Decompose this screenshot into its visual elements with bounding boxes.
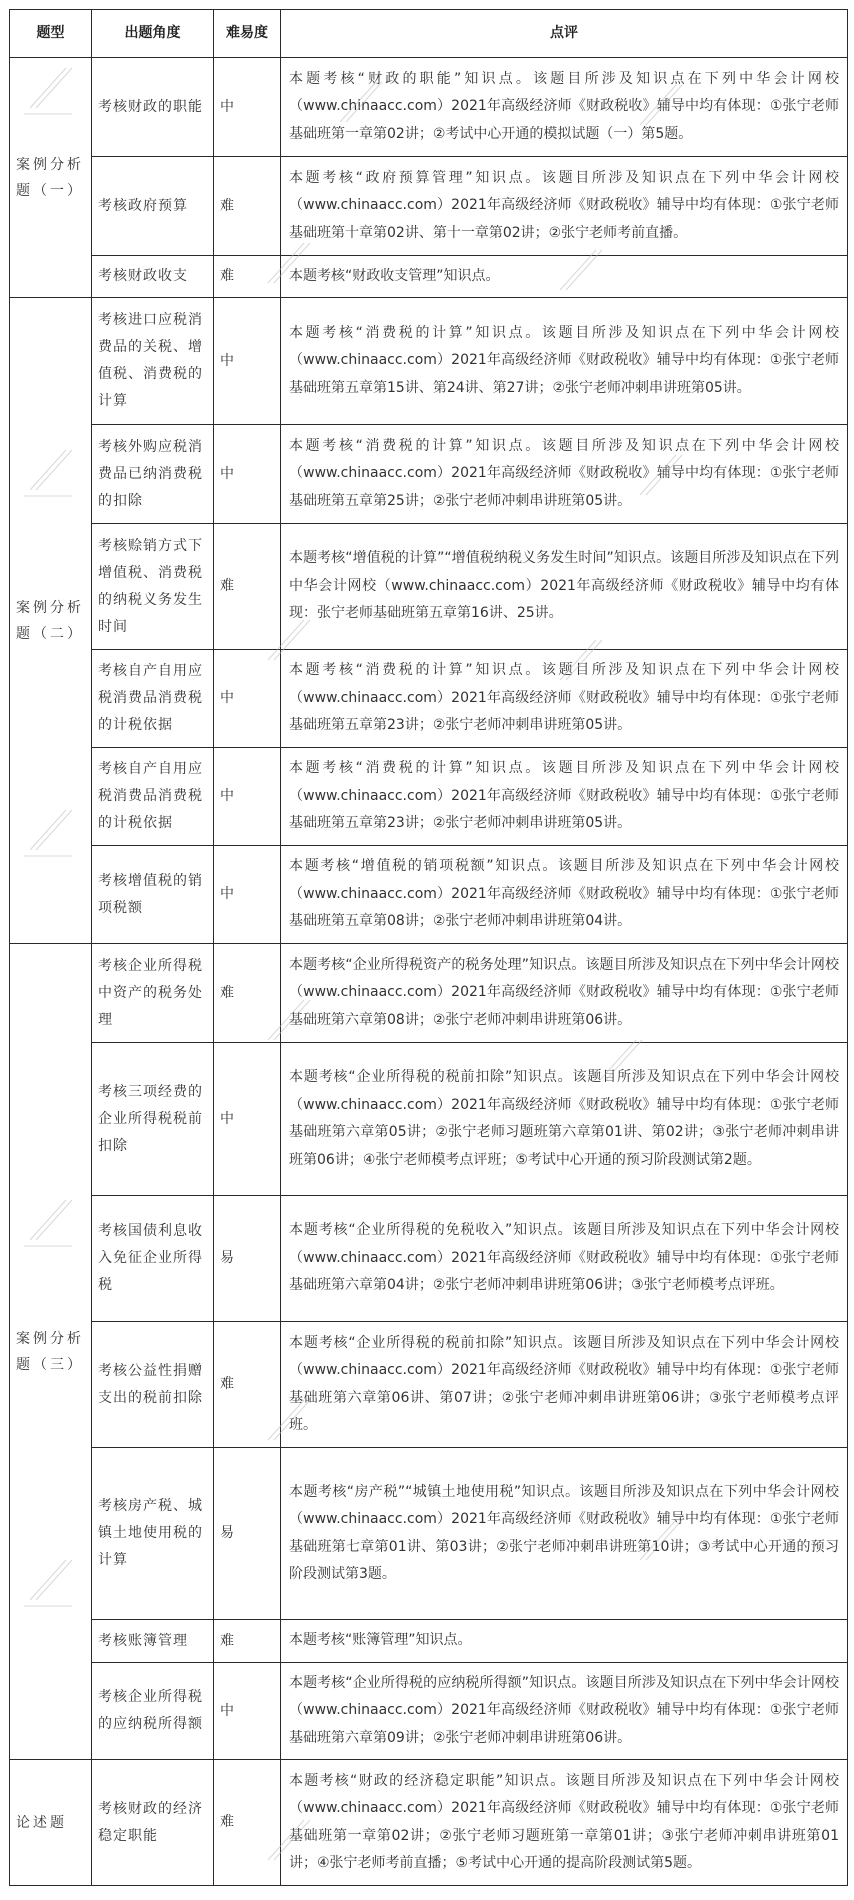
difficulty-cell: 中: [214, 846, 281, 944]
comment-cell: 本题考核“企业所得税的免税收入”知识点。该题目所涉及知识点在下列中华会计网校（www.chinaacc.com）2021年高级经济师《财政税收》辅导中均有体现：①张宁老师基础班第六章第04讲；②张宁老师冲刺串讲班第06讲；③张宁老师模考点评班。: [281, 1196, 848, 1322]
header-type: 题型: [10, 10, 92, 58]
analysis-table: [9, 9, 848, 1886]
angle-cell: 考核企业所得税的应纳税所得额: [92, 1663, 214, 1760]
table-row: [10, 1760, 848, 1886]
table-row: [10, 524, 848, 650]
difficulty-cell: 难: [214, 157, 281, 256]
table-row: [10, 650, 848, 748]
angle-cell: 考核国债利息收入免征企业所得税: [92, 1196, 214, 1322]
comment-cell: 本题考核“企业所得税的税前扣除”知识点。该题目所涉及知识点在下列中华会计网校（www.chinaacc.com）2021年高级经济师《财政税收》辅导中均有体现：①张宁老师基础班第六章第05讲；②张宁老师习题班第六章第01讲、第02讲；③张宁老师冲刺串讲班第06讲；④张宁老师模考点评班；⑤考试中心开通的预习阶段测试第2题。: [281, 1043, 848, 1196]
comment-cell: 本题考核“账簿管理”知识点。: [281, 1620, 848, 1663]
comment-cell: 本题考核“消费税的计算”知识点。该题目所涉及知识点在下列中华会计网校（www.chinaacc.com）2021年高级经济师《财政税收》辅导中均有体现：①张宁老师基础班第五章第15讲、第24讲、第27讲；②张宁老师冲刺串讲班第05讲。: [281, 298, 848, 425]
table-row: [10, 1620, 848, 1663]
angle-cell: 考核财政收支: [92, 256, 214, 298]
difficulty-cell: 难: [214, 256, 281, 298]
table-row: [10, 1196, 848, 1322]
table-row: [10, 846, 848, 944]
difficulty-cell: 难: [214, 1620, 281, 1663]
question-type-cell: 案例分析题（三）: [10, 944, 92, 1760]
angle-cell: 考核三项经费的企业所得税税前扣除: [92, 1043, 214, 1196]
difficulty-cell: 难: [214, 1760, 281, 1886]
comment-cell: 本题考核“消费税的计算”知识点。该题目所涉及知识点在下列中华会计网校（www.chinaacc.com）2021年高级经济师《财政税收》辅导中均有体现：①张宁老师基础班第五章第23讲；②张宁老师冲刺串讲班第05讲。: [281, 748, 848, 846]
comment-cell: 本题考核“企业所得税的税前扣除”知识点。该题目所涉及知识点在下列中华会计网校（www.chinaacc.com）2021年高级经济师《财政税收》辅导中均有体现：①张宁老师基础班第六章第06讲、第07讲；②张宁老师冲刺串讲班第06讲；③张宁老师模考点评班。: [281, 1322, 848, 1448]
comment-cell: 本题考核“企业所得税的应纳税所得额”知识点。该题目所涉及知识点在下列中华会计网校（www.chinaacc.com）2021年高级经济师《财政税收》辅导中均有体现：①张宁老师基础班第六章第09讲；②张宁老师冲刺串讲班第06讲。: [281, 1663, 848, 1760]
table-row: [10, 425, 848, 524]
table-row: [10, 256, 848, 298]
table-row: [10, 1663, 848, 1760]
difficulty-cell: 难: [214, 944, 281, 1043]
header-angle: 出题角度: [92, 10, 214, 58]
comment-cell: 本题考核“财政收支管理”知识点。: [281, 256, 848, 298]
angle-cell: 考核增值税的销项税额: [92, 846, 214, 944]
table-row: [10, 1043, 848, 1196]
table-row: [10, 157, 848, 256]
angle-cell: 考核财政的经济稳定职能: [92, 1760, 214, 1886]
angle-cell: 考核自产自用应税消费品消费税的计税依据: [92, 650, 214, 748]
difficulty-cell: 中: [214, 58, 281, 157]
difficulty-cell: 难: [214, 524, 281, 650]
table-row: [10, 748, 848, 846]
angle-cell: 考核房产税、城镇土地使用税的计算: [92, 1448, 214, 1620]
comment-cell: 本题考核“房产税”“城镇土地使用税”知识点。该题目所涉及知识点在下列中华会计网校（www.chinaacc.com）2021年高级经济师《财政税收》辅导中均有体现：①张宁老师基础班第七章第01讲、第03讲；②张宁老师冲刺串讲班第10讲；③考试中心开通的预习阶段测试第3题。: [281, 1448, 848, 1620]
difficulty-cell: 易: [214, 1448, 281, 1620]
angle-cell: 考核外购应税消费品已纳消费税的扣除: [92, 425, 214, 524]
table-row: [10, 944, 848, 1043]
table-row: [10, 298, 848, 425]
difficulty-cell: 中: [214, 650, 281, 748]
header-comment: 点评: [281, 10, 848, 58]
difficulty-cell: 中: [214, 1043, 281, 1196]
comment-cell: 本题考核“财政的职能”知识点。该题目所涉及知识点在下列中华会计网校（www.chinaacc.com）2021年高级经济师《财政税收》辅导中均有体现：①张宁老师基础班第一章第02讲；②考试中心开通的模拟试题（一）第5题。: [281, 58, 848, 157]
angle-cell: 考核账簿管理: [92, 1620, 214, 1663]
angle-cell: 考核企业所得税中资产的税务处理: [92, 944, 214, 1043]
table-row: [10, 58, 848, 157]
question-type-cell: 案例分析题（一）: [10, 58, 92, 298]
angle-cell: 考核进口应税消费品的关税、增值税、消费税的计算: [92, 298, 214, 425]
comment-cell: 本题考核“企业所得税资产的税务处理”知识点。该题目所涉及知识点在下列中华会计网校（www.chinaacc.com）2021年高级经济师《财政税收》辅导中均有体现：①张宁老师基础班第六章第08讲；②张宁老师冲刺串讲班第06讲。: [281, 944, 848, 1043]
comment-cell: 本题考核“增值税的销项税额”知识点。该题目所涉及知识点在下列中华会计网校（www.chinaacc.com）2021年高级经济师《财政税收》辅导中均有体现：①张宁老师基础班第五章第08讲；②张宁老师冲刺串讲班第04讲。: [281, 846, 848, 944]
comment-cell: 本题考核“财政的经济稳定职能”知识点。该题目所涉及知识点在下列中华会计网校（www.chinaacc.com）2021年高级经济师《财政税收》辅导中均有体现：①张宁老师基础班第一章第02讲；②张宁老师习题班第一章第01讲；③张宁老师冲刺串讲班第01讲；④张宁老师考前直播；⑤考试中心开通的提高阶段测试第5题。: [281, 1760, 848, 1886]
table-header-row: [10, 10, 848, 58]
difficulty-cell: 中: [214, 298, 281, 425]
difficulty-cell: 中: [214, 1663, 281, 1760]
angle-cell: 考核政府预算: [92, 157, 214, 256]
angle-cell: 考核赊销方式下增值税、消费税的纳税义务发生时间: [92, 524, 214, 650]
comment-cell: 本题考核“政府预算管理”知识点。该题目所涉及知识点在下列中华会计网校（www.chinaacc.com）2021年高级经济师《财政税收》辅导中均有体现：①张宁老师基础班第十章第02讲、第十一章第02讲；②张宁老师考前直播。: [281, 157, 848, 256]
comment-cell: 本题考核“消费税的计算”知识点。该题目所涉及知识点在下列中华会计网校（www.chinaacc.com）2021年高级经济师《财政税收》辅导中均有体现：①张宁老师基础班第五章第23讲；②张宁老师冲刺串讲班第05讲。: [281, 650, 848, 748]
difficulty-cell: 中: [214, 748, 281, 846]
header-difficulty: 难易度: [214, 10, 281, 58]
question-type-cell: 案例分析题（二）: [10, 298, 92, 944]
difficulty-cell: 难: [214, 1322, 281, 1448]
difficulty-cell: 易: [214, 1196, 281, 1322]
question-type-cell: 论述题: [10, 1760, 92, 1886]
difficulty-cell: 中: [214, 425, 281, 524]
comment-cell: 本题考核“增值税的计算”“增值税纳税义务发生时间”知识点。该题目所涉及知识点在下列中华会计网校（www.chinaacc.com）2021年高级经济师《财政税收》辅导中均有体现：张宁老师基础班第五章第16讲、25讲。: [281, 524, 848, 650]
angle-cell: 考核公益性捐赠支出的税前扣除: [92, 1322, 214, 1448]
table-row: [10, 1448, 848, 1620]
angle-cell: 考核自产自用应税消费品消费税的计税依据: [92, 748, 214, 846]
angle-cell: 考核财政的职能: [92, 58, 214, 157]
comment-cell: 本题考核“消费税的计算”知识点。该题目所涉及知识点在下列中华会计网校（www.chinaacc.com）2021年高级经济师《财政税收》辅导中均有体现：①张宁老师基础班第五章第25讲；②张宁老师冲刺串讲班第05讲。: [281, 425, 848, 524]
table-row: [10, 1322, 848, 1448]
